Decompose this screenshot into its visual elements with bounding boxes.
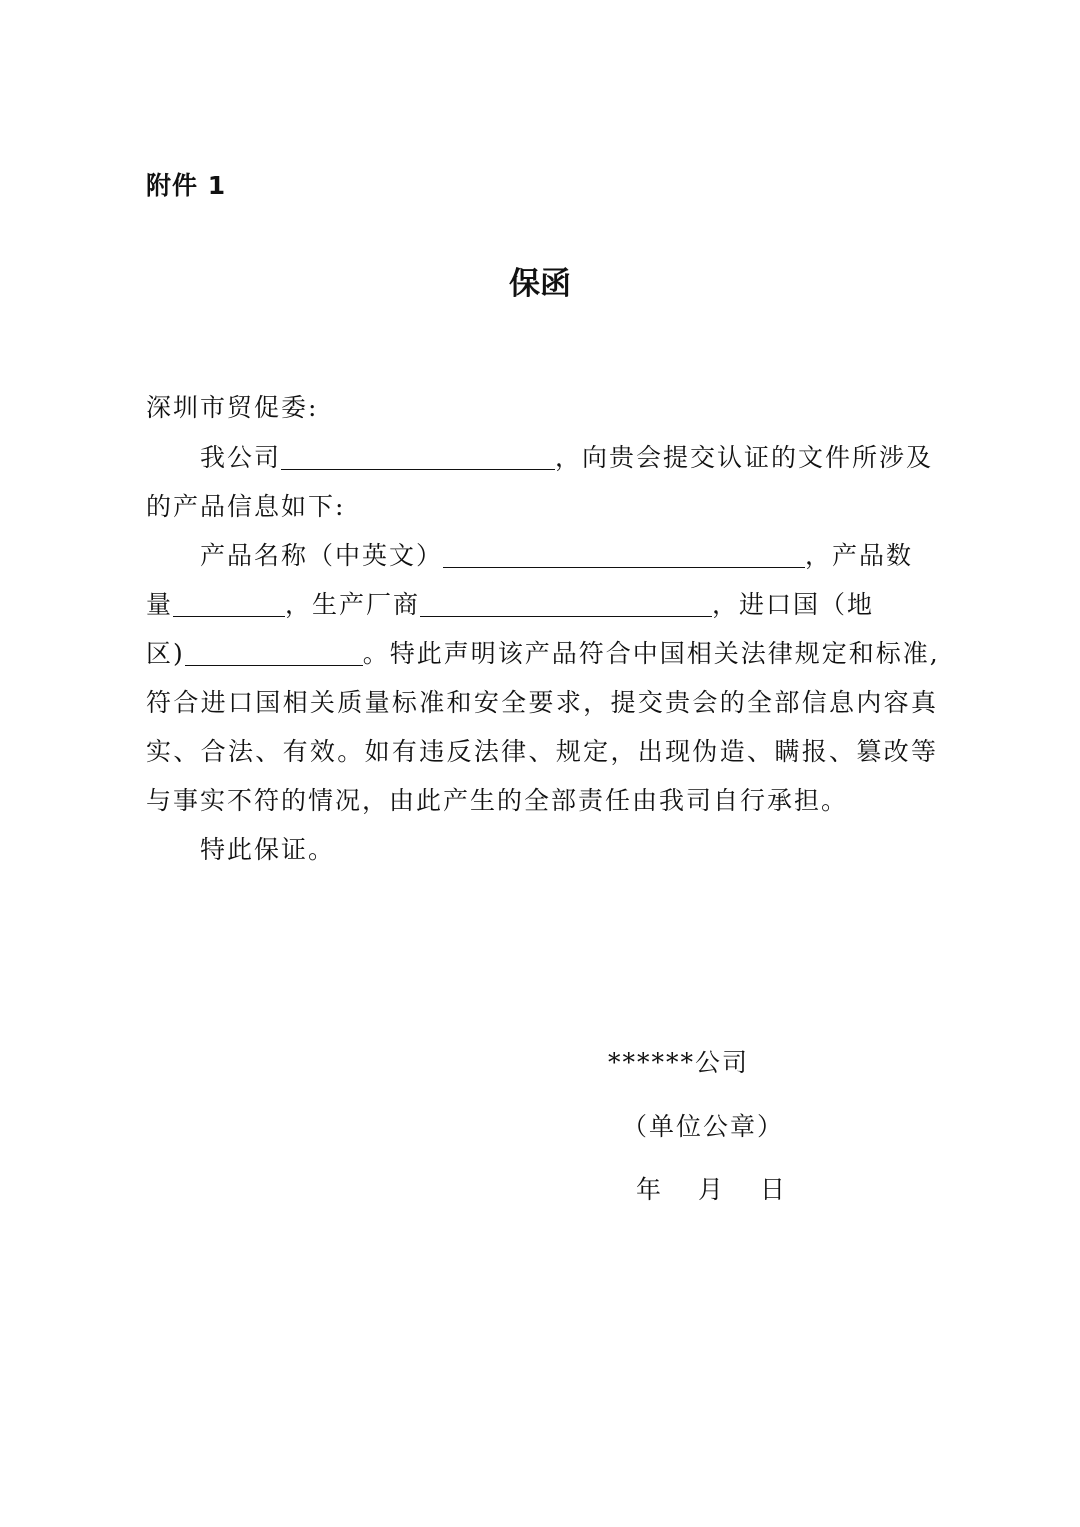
attachment-label: 附件 1 bbox=[146, 171, 227, 200]
import-country-blank[interactable] bbox=[185, 639, 363, 666]
manufacturer-blank[interactable] bbox=[420, 590, 712, 617]
para2-line5: 实、合法、有效。如有违反法律、规定，出现伪造、瞒报、篡改等 bbox=[146, 737, 936, 766]
para2-line3 bbox=[146, 634, 940, 674]
company-name-blank[interactable] bbox=[281, 443, 555, 470]
product-quantity-label-end: 量 bbox=[146, 590, 174, 619]
para2-line4: 符合进口国相关质量标准和安全要求，提交贵会的全部信息内容真 bbox=[146, 688, 936, 717]
para1-suffix: ，向贵会提交认证的文件所涉及 bbox=[555, 443, 934, 472]
import-country-label-end: 区) bbox=[146, 639, 185, 668]
product-name-blank[interactable] bbox=[443, 541, 805, 568]
closing-statement: 特此保证。 bbox=[200, 835, 336, 864]
para1-prefix: 我公司 bbox=[200, 443, 282, 472]
product-name-label: 产品名称（中英文） bbox=[200, 541, 444, 570]
signature-seal: （单位公章） bbox=[622, 1112, 785, 1141]
manufacturer-label: ，生产厂商 bbox=[285, 590, 421, 619]
para2-line6: 与事实不符的情况，由此产生的全部责任由我司自行承担。 bbox=[146, 786, 849, 815]
signature-date: 年 月 日 bbox=[636, 1175, 792, 1204]
product-quantity-blank[interactable] bbox=[173, 590, 285, 617]
addressee: 深圳市贸促委: bbox=[146, 393, 319, 422]
para1-line2: 的产品信息如下: bbox=[146, 492, 346, 521]
document-title: 保函 bbox=[509, 266, 571, 302]
para2-line1 bbox=[146, 536, 936, 576]
import-country-label-start: ，进口国（地 bbox=[712, 590, 875, 619]
para2-line2 bbox=[146, 585, 936, 625]
product-quantity-label-start: ，产品数 bbox=[805, 541, 914, 570]
para2-declaration: 。特此声明该产品符合中国相关法律规定和标准, bbox=[362, 639, 940, 668]
para1-line1 bbox=[146, 438, 936, 478]
signature-company: ******公司 bbox=[608, 1048, 750, 1077]
